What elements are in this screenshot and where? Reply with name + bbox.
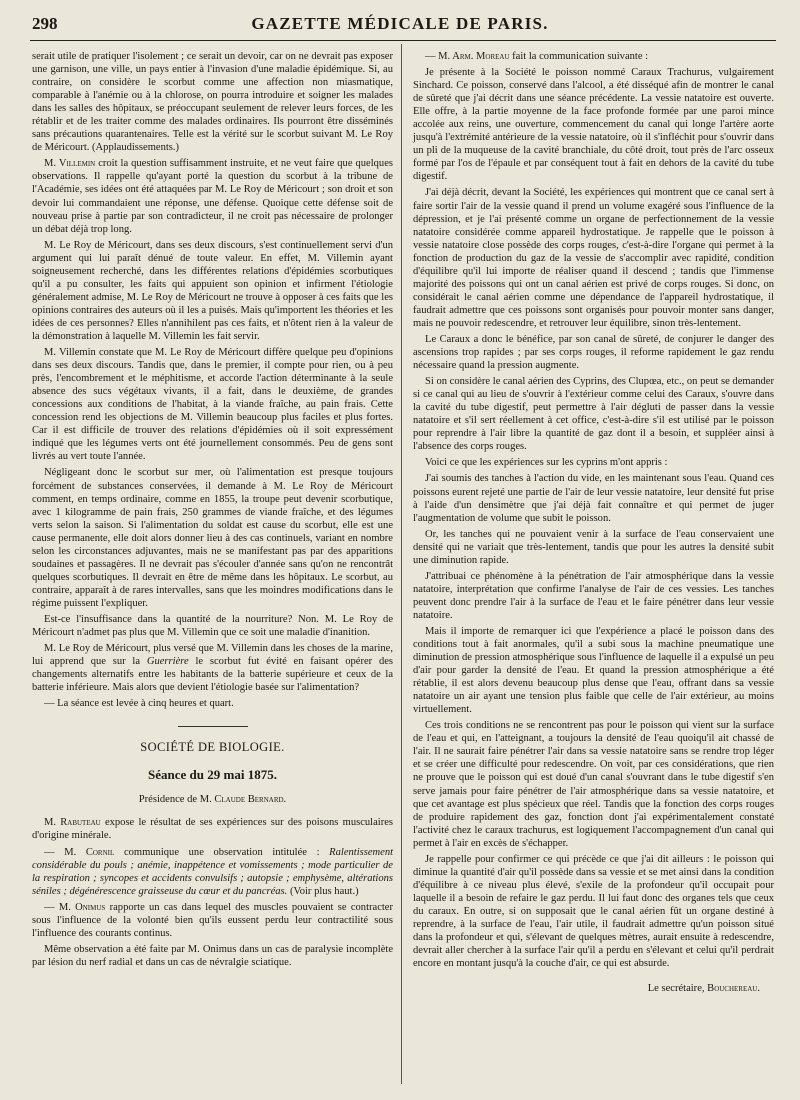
paragraph: M. Villemin constate que M. Le Roy de Méricourt diffère quelque peu d'opinions dans ses deux discours. Tandis que, dans le premier, il compte pour rien, ou à peu près, l'encombrement et le méphitisme, et accorde l'action déterminante à la seule absence des sucs végétaux vivants, il a fait, dans le deuxième, de grandes concessions aux conditions de l'habitat, à la viande fraîche, au pain frais. Cette concession rend les objections de M. Villemin beaucoup plus faciles et plus fortes. Car il est difficile de trouver des relations d'épidémies où il soit expressément indiqué que les légumes verts ont été journellement consommés. Peu de gens sont livrés au vert toute l'année. <box>32 347 393 463</box>
paragraph-text: rapporte un cas dans lequel des muscles pouvaient se contracter sous l'influence de la volonté bien qu'ils eussent perdu leur contractilité sous l'influence des courants continus. <box>32 901 393 939</box>
observation-title: Ralentissement considérable du pouls ; anémie, inappétence et vomissements ; mode particulier de la respiration ; syncopes et accidents convulsifs ; autopsie ; emphysème, altérations séniles ; dégénérescence graisseuse du cœur et du pancréas. <box>32 846 394 897</box>
speaker-name: M. Villemin <box>44 158 96 170</box>
paragraph-text: (Voir plus haut.) <box>289 885 359 897</box>
paragraph-text: expose le résultat de ses expériences sur des poisons musculaires d'origine minérale. <box>32 817 393 842</box>
paragraph-text: communique une observation intitulée : <box>123 846 320 858</box>
signature-prefix: Le secrétaire, <box>647 983 705 995</box>
secretary-name: Bouchereau. <box>707 983 760 995</box>
paragraph: Même observation a été faite par M. Onimus dans un cas de paralysie incomplète par lésion du nerf radial et dans un cas de névralgie sciatique. <box>32 943 393 968</box>
society-heading: SOCIÉTÉ DE BIOLOGIE. <box>140 740 285 755</box>
paragraph-text: M. Le Roy de Méricourt, plus versé que M. Villemin dans les choses de la marine, lui apprend que sur la <box>32 643 393 668</box>
paragraph: Voici ce que les expériences sur les cyprins m'ont appris : <box>425 457 668 469</box>
paragraph: M. Le Roy de Méricourt, dans ses deux discours, s'est continuellement servi d'un argument qui lui paraît dénué de toute valeur. En effet, M. Villemin ayant soigneusement recherché, dans les différentes relations d'épidémies scorbutiques qu'il a pu consulter, les faits qui appuient son opinion et infirment l'étiologie généralement admise, M. Le Roy de Méricourt ne trouve à opposer à ces faits que les opinions contraires des auteurs où il les a puisés. Mais qu'importent les théories et les idées de ces personnes? Elles n'annihilent pas ces faits, et n'ôtent rien à la valeur de la démonstration à laquelle M. Villemin les fait servir. <box>32 239 393 342</box>
paragraph: J'ai déjà décrit, devant la Société, les expériences qui montrent que ce canal sert à faire sortir l'air de la vessie quand il prend un volume exagéré sous l'influence de la dépression, et je l'ai présenté comme un organe de perfectionnement de la vessie natatoire considérée comme appareil hydrostatique. Je rappelle que le poisson à vessie natatoire close possède des corps rouges, c'est-à-dire l'organe qui permet à la fonction de production du gaz de la vessie de s'accomplir avec rapidité, condition d'équilibre qu'il lui importe de réaliser quand il descend ; tandis que l'immense majorité des poissons qui ont un canal aérien est privé de corps rouges. Si donc, on considérait le canal aérien comme une dépendance de l'appareil hydrostatique, il faudrait admettre que ces poissons sont organisés pour pouvoir monter sans danger, mais ne pouvoir redescendre, et retrouver leur équilibre, sinon très-lentement. <box>413 187 774 329</box>
left-column <box>32 50 393 972</box>
paragraph <box>32 816 393 842</box>
right-column <box>413 50 774 995</box>
president-name: Claude Bernard. <box>214 794 287 806</box>
presidence-prefix: Présidence de M. <box>138 794 212 806</box>
ship-name: Guerrière <box>146 656 189 668</box>
section-separator <box>178 726 248 727</box>
header-rule <box>30 40 776 41</box>
paragraph: Le Caraux a donc le bénéfice, par son canal de sûreté, de conjurer le danger des ascensions trop rapides ; par ses corps rouges, il reforme rapidement le gaz rendu nécessaire quand la pression augmente. <box>413 333 774 372</box>
journal-title: GAZETTE MÉDICALE DE PARIS. <box>251 14 549 33</box>
paragraph: Or, les tanches qui ne pouvaient venir à la surface de l'eau conservaient une densité qui ne variait que très-lentement, tandis que pour les autres la densité subit une diminution rapide. <box>413 528 774 566</box>
paragraph <box>32 642 393 694</box>
signature-line <box>413 982 760 995</box>
paragraph <box>413 50 774 63</box>
page-number: 298 <box>32 14 58 33</box>
paragraph: J'ai soumis des tanches à l'action du vide, en les maintenant sous l'eau. Quand ces poissons eurent rejeté une partie de l'air de leur vessie natatoire, leur densité fut prise à l'aide d'un densimètre que j'ai déjà fait connaître et qui permet de juger l'augmentation de volume que subit le poisson. <box>413 473 774 524</box>
paragraph-text: croit la question suffisamment instruite, et ne veut faire que quelques observations. Il rappelle qu'ayant porté la question du scorbut à la tribune de l'Académie, ses idées ont été attaquées par M. Le Roy de Méricourt ; son droit et son devoir lui commandaient une réponse, une défense. Quoique cette défense soit de nouveau prise à partie par son contradicteur, il ne croit pas nécessaire de prolonger un débat déjà trop long. <box>32 158 393 235</box>
paragraph: J'attribuai ce phénomène à la pénétration de l'air atmosphérique dans la vessie natatoire, interprétation que confirme l'analyse de l'air de ces vessies. Les tanches peuvent donc prendre l'air à la surface de l'eau et le faire pénétrer dans leur vessie natatoire. <box>413 570 774 621</box>
paragraph-text: fait la communication suivante : <box>512 51 649 62</box>
paragraph: Mais il importe de remarquer ici que l'expérience a placé le poisson dans des conditions tout à fait anormales, qu'il a subi sous la machine pneumatique une diminution de pression atmosphérique sous l'influence de laquelle il a expulsé un peu d'air pour garder la densité de l'eau. Et quand la pression atmosphérique a été rétablie, il est alors devenu beaucoup plus dense que l'eau, offrant dans sa vessie natatoire un air ayant une tension plus faible que celle de l'air extérieur, au moins virtuellement. <box>413 625 774 716</box>
presidence-line <box>32 793 393 806</box>
speaker-name: — M. Onimus <box>44 901 106 913</box>
speaker-name: — M. Cornil <box>44 846 115 858</box>
paragraph: Négligeant donc le scorbut sur mer, où l'alimentation est presque toujours forcément de substances conservées, il demande à M. Le Roy de Méricourt comment, en temps ordinaire, comme en 1855, la troupe peut devenir scorbutique, avec 1 kilogramme de pain frais, 250 grammes de viande fraîche, et des légumes verts selon la saison. Si l'alimentation du soldat est cause du scorbut, elle est une cause permanente, elle doit alors donner lieu à des cas continuels, variant en nombre selon les circonstances adjuvantes, mais ne se manifestant pas par des apparitions soudaines et passagères. Il ne devrait pas s'écouler d'année sans qu'on ne rencontrât quelques scorbutiques. Il devrait en être de même dans les hôpitaux. Le scorbut, au contraire, apparaît à de rares intervalles, sans que les moindres modifications dans le régime puissent l'expliquer. <box>32 467 393 609</box>
paragraph <box>32 901 393 940</box>
paragraph: Si on considère le canal aérien des Cyprins, des Clupœa, etc., on peut se demander si ce canal qui au lieu de s'ouvrir à l'extérieur comme celui des Caraux, s'ouvre dans la cavité du tube digestif, peut permettre à l'air dégluti de passer dans la vessie natatoire et s'il sert réellement à cet office, c'est-à-dire s'il est utilisé par le poisson pour reprendre à l'air libre la quantité de gaz dont il a besoin, et suppléer ainsi à l'absence des corps rouges. <box>413 376 774 453</box>
speaker-name: — M. Arm. Moreau <box>425 51 510 62</box>
paragraph <box>32 846 393 898</box>
paragraph: Ces trois conditions ne se rencontrent pas pour le poisson qui vient sur la surface de l'eau et qui, en l'atteignant, a toujours la densité de l'eau quoiqu'il ait chassé de l'air. Il ne saurait faire pénétrer l'air dans sa vessie natatoire sans se rendre trop léger et se créer une difficulté pour redescendre. On voit, par ces considérations, que rien ne prouve que le poisson qui est doué d'un canal s'ouvrant dans le tube digestif s'en serve jamais pour faire pénétrer de l'air atmosphérique dans sa vessie natatoire, et que cet avantage est plus spécieux que réel. Tandis que la fonction des corps rouges de produire rapidement des gaz, fonction dont j'ai expérimentalement constaté l'activité chez le caraux trachurus, est logiquement l'accompagnement d'un canal qui permet à l'air en excès de s'échapper. <box>413 720 774 849</box>
paragraph: serait utile de pratiquer l'isolement ; ce serait un devoir, car on ne devrait pas exposer une garnison, une ville, un pays entier à l'invasion d'une maladie épidémique. Si, au contraire, on considère le scorbut comme une affection non miasmatique, comparable à l'anémie ou à la chlorose, on pourra introduire et soigner les malades dans les salles des hôpitaux, se préoccupant seulement de relever leurs forces, de les rétablir et de les traiter comme des malades ordinaires. Ils pourront être disséminés sans précautions quarantenaires. Telle est la vérité sur le scorbut suivant M. Le Roy de Méricourt. (Applaudissements.) <box>32 51 393 154</box>
paragraph: Je présente à la Société le poisson nommé Caraux Trachurus, vulgairement Sinchard. Ce poisson, conservé dans l'alcool, a été disséqué afin de montrer le canal de sûreté que j'ai décrit dans une séance précédente. La vessie natatoire est ouverte. Elle offre, à la partie moyenne de la face profonde formée par une paroi mince accolée aux reins, une ouverture, commencement du canal qui longe l'artère aorte jusqu'à l'extrémité antérieure de la vessie natatoire, où il s'infléchit pour s'ouvrir dans un pli de la muqueuse de la cavité branchiale, du côté droit, tout près de l'arc osseux formé par l'os de l'épaule et par conséquent tout à fait en dehors de la cavité du tube digestif. <box>413 67 774 183</box>
paragraph-text: le scorbut fut évité en faisant opérer des changements alternatifs entre les habitants de la batterie supérieure et ceux de la batterie inférieure. Mais alors que devient l'étiologie basée sur l'alimentation? <box>32 656 394 694</box>
paragraph: Est-ce l'insuffisance dans la quantité de la nourriture? Non. M. Le Roy de Méricourt n'admet pas plus que M. Villemin que ce soit une maladie d'inanition. <box>32 613 393 639</box>
seance-heading: Séance du 29 mai 1875. <box>148 767 277 783</box>
column-divider <box>401 44 402 1084</box>
paragraph: Je rappelle pour confirmer ce qui précède ce que j'ai dit ailleurs : le poisson qui diminue la quantité d'air qu'il possède dans sa vessie et se met ainsi dans la condition d'équilibre à ce niveau plus élevé, s'exile de la profondeur qu'il occupait pour laquelle il a besoin de refaire le gaz perdu. Il lui faut donc des organes tels que ceux du caraux. En outre, si on supposait que le canal aérien fût un organe destiné à reprendre, à la surface de l'eau, l'air utile, il faudrait admettre qu'un poisson situé dans la profondeur et qui, s'élevant de quelques mètres, aurait ensuite à redescendre, devrait aller chercher à la surface l'air qu'il a perdu en s'élevant et celui qu'il perdrait encore en montant jusqu'à la couche d'air, ce qui est absurde. <box>413 853 774 970</box>
paragraph <box>32 157 393 235</box>
speaker-name: M. Rabuteau <box>44 817 101 829</box>
paragraph: — La séance est levée à cinq heures et quart. <box>44 698 234 710</box>
